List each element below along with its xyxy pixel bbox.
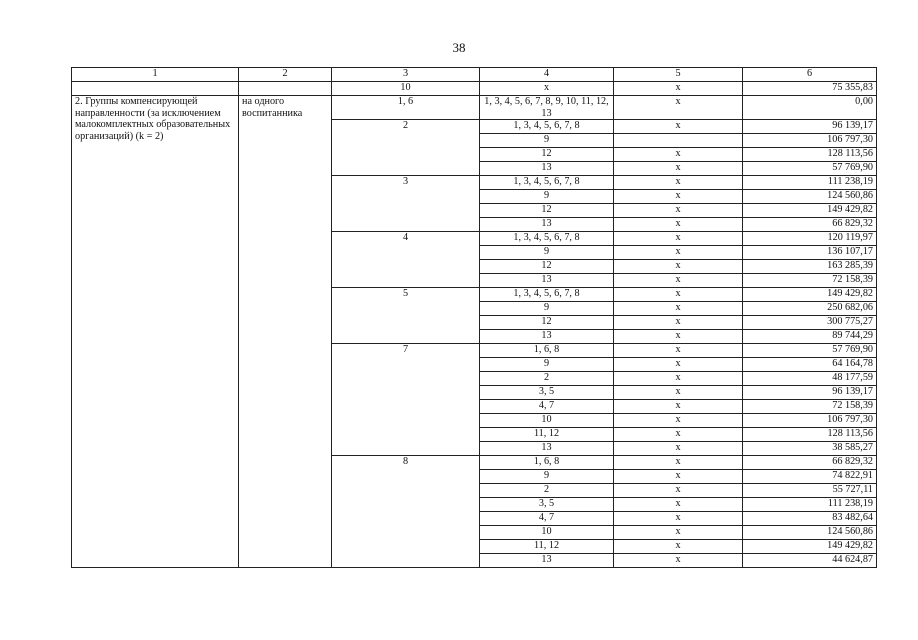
table-cell: 57 769,90 xyxy=(743,344,877,358)
table-cell: 1, 3, 4, 5, 6, 7, 8, 9, 10, 11, 12, 13 xyxy=(480,96,614,120)
table-cell: х xyxy=(614,162,743,176)
table-cell: 106 797,30 xyxy=(743,414,877,428)
table-cell: х xyxy=(614,400,743,414)
header-cell: 4 xyxy=(480,68,614,82)
table-cell: 44 624,87 xyxy=(743,554,877,568)
table-cell: 57 769,90 xyxy=(743,162,877,176)
table-cell: 66 829,32 xyxy=(743,218,877,232)
table-cell: 120 119,97 xyxy=(743,232,877,246)
table-cell xyxy=(239,82,332,96)
table-cell: 10 xyxy=(480,526,614,540)
header-cell: 5 xyxy=(614,68,743,82)
table-cell: 12 xyxy=(480,260,614,274)
header-cell: 1 xyxy=(72,68,239,82)
table-cell: х xyxy=(614,82,743,96)
table-cell: 8 xyxy=(332,456,480,568)
table-cell: 124 560,86 xyxy=(743,526,877,540)
table-cell: х xyxy=(614,302,743,316)
table-cell: х xyxy=(614,232,743,246)
table-cell: 96 139,17 xyxy=(743,386,877,400)
table-cell: 38 585,27 xyxy=(743,442,877,456)
table-cell xyxy=(72,82,239,96)
table-cell: 149 429,82 xyxy=(743,204,877,218)
table-cell: 300 775,27 xyxy=(743,316,877,330)
table-cell: 4 xyxy=(332,232,480,288)
table-cell: 12 xyxy=(480,204,614,218)
table-cell: 1, 3, 4, 5, 6, 7, 8 xyxy=(480,176,614,190)
page-number: 38 xyxy=(452,40,466,55)
table-cell: х xyxy=(614,484,743,498)
table-cell: 124 560,86 xyxy=(743,190,877,204)
table-cell: 0,00 xyxy=(743,96,877,120)
table-cell: х xyxy=(614,344,743,358)
table-cell: 13 xyxy=(480,554,614,568)
table-row xyxy=(72,96,877,120)
table-cell: 9 xyxy=(480,470,614,484)
header-row xyxy=(72,68,877,82)
header-cell: 6 xyxy=(743,68,877,82)
table-cell: х xyxy=(614,358,743,372)
table-cell: 96 139,17 xyxy=(743,120,877,134)
table-cell: х xyxy=(614,442,743,456)
tariff-table xyxy=(71,67,877,568)
table-cell: х xyxy=(614,498,743,512)
table-cell xyxy=(614,134,743,148)
table-cell: х xyxy=(614,428,743,442)
table-cell: 1, 3, 4, 5, 6, 7, 8 xyxy=(480,288,614,302)
table-cell: х xyxy=(614,316,743,330)
table-cell: 13 xyxy=(480,162,614,176)
table-cell: х xyxy=(614,554,743,568)
table-cell: 7 xyxy=(332,344,480,456)
table-cell: 11, 12 xyxy=(480,428,614,442)
table-row xyxy=(72,82,877,96)
table-cell: 9 xyxy=(480,246,614,260)
table-cell: 12 xyxy=(480,148,614,162)
table-cell: 3, 5 xyxy=(480,386,614,400)
table-cell: 3, 5 xyxy=(480,498,614,512)
table-cell: 128 113,56 xyxy=(743,428,877,442)
table-cell: х xyxy=(614,274,743,288)
table-cell: 106 797,30 xyxy=(743,134,877,148)
header-cell: 2 xyxy=(239,68,332,82)
table-cell: 75 355,83 xyxy=(743,82,877,96)
table-cell: х xyxy=(614,330,743,344)
table-cell: 4, 7 xyxy=(480,512,614,526)
table-body xyxy=(72,68,877,568)
table-cell: 163 285,39 xyxy=(743,260,877,274)
table-cell: 5 xyxy=(332,288,480,344)
table-cell: х xyxy=(614,176,743,190)
table-cell: 64 164,78 xyxy=(743,358,877,372)
table-cell: 111 238,19 xyxy=(743,498,877,512)
table-cell: 13 xyxy=(480,218,614,232)
table-cell: х xyxy=(614,96,743,120)
table-cell: 9 xyxy=(480,190,614,204)
table-cell: 149 429,82 xyxy=(743,288,877,302)
table-cell: х xyxy=(614,414,743,428)
table-cell: 13 xyxy=(480,442,614,456)
table-cell: 1, 6 xyxy=(332,96,480,120)
per-unit-cell: на одного воспитанника xyxy=(239,96,332,568)
table-cell: 55 727,11 xyxy=(743,484,877,498)
table-cell: х xyxy=(614,148,743,162)
table-cell: 111 238,19 xyxy=(743,176,877,190)
table-cell: 9 xyxy=(480,302,614,316)
table-cell: х xyxy=(614,540,743,554)
table-cell: х xyxy=(614,260,743,274)
table-cell: 1, 6, 8 xyxy=(480,456,614,470)
table-cell: 9 xyxy=(480,134,614,148)
table-cell: 9 xyxy=(480,358,614,372)
table-cell: 1, 3, 4, 5, 6, 7, 8 xyxy=(480,120,614,134)
table-cell: х xyxy=(614,526,743,540)
table-cell: х xyxy=(614,288,743,302)
table-cell: 11, 12 xyxy=(480,540,614,554)
table-cell: х xyxy=(614,218,743,232)
table-cell: 128 113,56 xyxy=(743,148,877,162)
table-cell: 12 xyxy=(480,316,614,330)
table-cell: 83 482,64 xyxy=(743,512,877,526)
table-cell: 149 429,82 xyxy=(743,540,877,554)
table-cell: х xyxy=(614,204,743,218)
table-cell: х xyxy=(614,512,743,526)
table-cell: 10 xyxy=(332,82,480,96)
table-cell: х xyxy=(614,456,743,470)
table-cell: 48 177,59 xyxy=(743,372,877,386)
table-cell: 72 158,39 xyxy=(743,274,877,288)
table-cell: 66 829,32 xyxy=(743,456,877,470)
table-cell: х xyxy=(614,470,743,484)
table-cell: 2 xyxy=(332,120,480,176)
table-cell: 250 682,06 xyxy=(743,302,877,316)
header-cell: 3 xyxy=(332,68,480,82)
table-cell: 2 xyxy=(480,372,614,386)
table-cell: х xyxy=(614,386,743,400)
table-cell: х xyxy=(480,82,614,96)
table-cell: 4, 7 xyxy=(480,400,614,414)
table-cell: 10 xyxy=(480,414,614,428)
table-cell: 13 xyxy=(480,330,614,344)
table-cell: х xyxy=(614,372,743,386)
table-cell: х xyxy=(614,120,743,134)
table-cell: 72 158,39 xyxy=(743,400,877,414)
table-cell: 74 822,91 xyxy=(743,470,877,484)
table-cell: х xyxy=(614,246,743,260)
table-cell: 136 107,17 xyxy=(743,246,877,260)
table-cell: 3 xyxy=(332,176,480,232)
table-cell: 1, 6, 8 xyxy=(480,344,614,358)
group-name-cell: 2. Группы компенсирующей направленности (за исключением малокомплектных образовательных организаций) (k = 2) xyxy=(72,96,239,568)
table-cell: 89 744,29 xyxy=(743,330,877,344)
table-cell: 2 xyxy=(480,484,614,498)
table-cell: х xyxy=(614,190,743,204)
table-cell: 1, 3, 4, 5, 6, 7, 8 xyxy=(480,232,614,246)
table-cell: 13 xyxy=(480,274,614,288)
